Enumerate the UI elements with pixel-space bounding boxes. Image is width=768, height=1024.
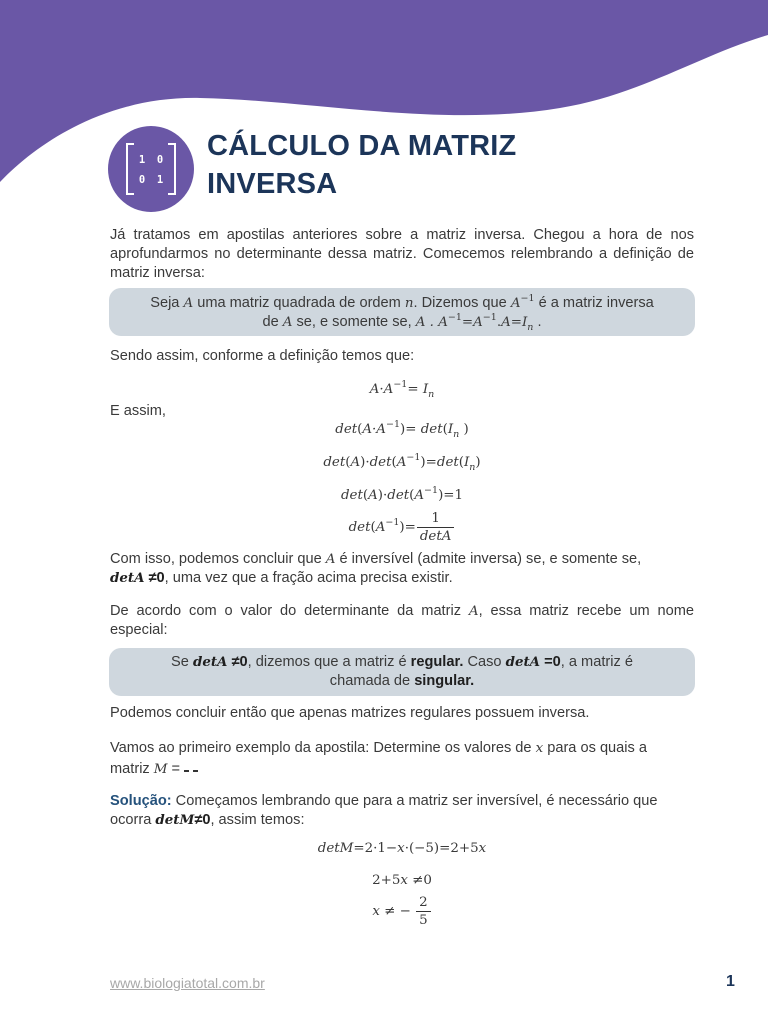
fraction-numerator: 1 bbox=[417, 510, 455, 528]
intro-paragraph: Já tratamos em apostilas anteriores sobre a matriz inversa. Chegou a hora de nos aprofundarmos no determinante dessa matriz. Comecemos relembrando a definição de matriz inversa: bbox=[110, 227, 694, 281]
matrix-cell: 0 bbox=[138, 174, 146, 186]
paragraph-exemplo: Vamos ao primeiro exemplo da apostila: Determine os valores de x para os quais a matriz M = bbox=[110, 740, 648, 777]
equation-2: $\det(A\cdot A^{-1})= \det(I_n$ ) bbox=[335, 419, 469, 440]
equation-7: 2+5x ≠0 bbox=[372, 873, 432, 888]
page-number: 1 bbox=[726, 973, 735, 990]
paragraph-sendo-assim: Sendo assim, conforme a definição temos que: bbox=[110, 348, 415, 364]
definition-line-2: de A se, e somente se, A . $A^{-1}=A^{-1}.A=I_n$ . bbox=[262, 312, 542, 333]
singular-term: singular. bbox=[414, 673, 475, 689]
classification-line-1: Se detA ≠0, dizemos que a matriz é regular. Caso detA =0, a matriz é bbox=[171, 654, 633, 670]
matrix-cell: 1 bbox=[138, 154, 146, 166]
equation-5: $\det(A^{-1})=$ $\frac{1}{\det A}$ bbox=[110, 510, 694, 545]
equation-8: x ≠ − $\frac{2}{5}$ bbox=[110, 894, 694, 929]
right-bracket bbox=[168, 143, 176, 195]
page-title-line-1: CÁLCULO DA MATRIZ bbox=[207, 130, 517, 162]
page-title bbox=[207, 127, 607, 203]
paragraph-de-acordo: De acordo com o valor do determinante da matriz A, essa matriz recebe um nome especial: bbox=[110, 603, 694, 638]
equation-4: $\det(A)\cdot\det(A^{-1})=1$ bbox=[340, 485, 464, 503]
equation-6: detM=2·1−x·(−5)=2+5x bbox=[317, 841, 487, 856]
identity-matrix-glyph bbox=[126, 143, 176, 193]
equation-1: $A\cdot A^{-1}= I_n$ bbox=[369, 379, 435, 400]
solution-label: Solução: bbox=[110, 793, 172, 809]
paragraph-solucao: Solução: Começamos lembrando que para a matriz ser inversível, é necessário que ocorra detM≠0, assim temos: bbox=[110, 793, 658, 828]
matrix-cell: 0 bbox=[156, 154, 164, 166]
classification-line-2: chamada de singular. bbox=[329, 673, 475, 689]
equation-3: $\det(A)\cdot\det(A^{-1})=\det(I_n)$ bbox=[323, 452, 481, 473]
classification-box bbox=[109, 648, 695, 696]
definition-box bbox=[109, 288, 695, 336]
fraction-numerator: 2 bbox=[416, 894, 431, 912]
fraction-denominator: detA bbox=[419, 529, 452, 544]
paragraph-com-isso: Com isso, podemos concluir que A é inversível (admite inversa) se, e somente se, detA ≠0, uma vez que a fração acima precisa existir. bbox=[110, 551, 642, 586]
matrix-cell: 1 bbox=[156, 174, 164, 186]
matrix-icon bbox=[108, 126, 194, 212]
page-title-line-2: INVERSA bbox=[207, 168, 338, 200]
left-bracket bbox=[126, 143, 134, 195]
regular-term: regular. bbox=[410, 654, 464, 670]
paragraph-e-assim: E assim, bbox=[110, 403, 166, 419]
paragraph-podemos-concluir: Podemos concluir então que apenas matrizes regulares possuem inversa. bbox=[110, 705, 590, 721]
definition-line-1: Seja A uma matriz quadrada de ordem n. Dizemos que $A^{-1}$ é a matriz inversa bbox=[150, 293, 654, 311]
fraction-denominator: 5 bbox=[419, 913, 428, 928]
footer-link[interactable]: www.biologiatotal.com.br bbox=[110, 975, 265, 991]
